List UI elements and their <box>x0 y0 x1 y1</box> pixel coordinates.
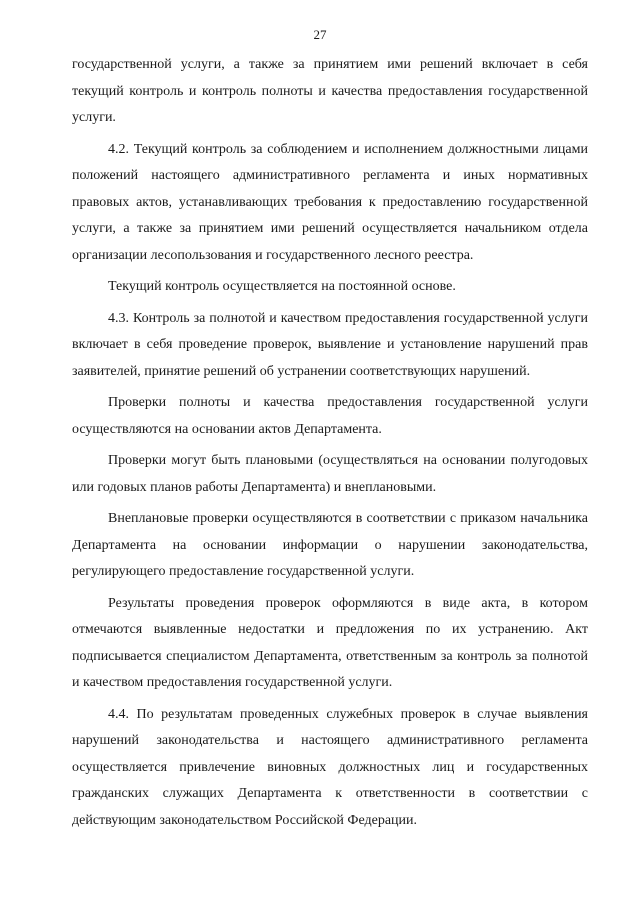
paragraph-4-2: 4.2. Текущий контроль за соблюдением и исполнением должностными лицами положений настоящего административного регламента и иных нормативных правовых актов, устанавливающих требования к предоставлению государственной услуги, а также за принятием ими решений осуществляется начальником отдела организации лесопользования и государственного лесного реестра. <box>72 141 588 263</box>
document-body <box>72 52 588 839</box>
paragraph-inspections-basis: Проверки полноты и качества предоставления государственной услуги осуществляются на основании актов Департамента. <box>72 395 588 437</box>
paragraph-4-3: 4.3. Контроль за полнотой и качеством предоставления государственной услуги включает в себя проведение проверок, выявление и установление нарушений прав заявителей, принятие решений об устранении соответствующих нарушений. <box>72 310 588 379</box>
paragraph-continuation: государственной услуги, а также за принятием ими решений включает в себя текущий контроль и контроль полноты и качества предоставления государственной услуги. <box>72 57 588 125</box>
paragraph-current-control: Текущий контроль осуществляется на постоянной основе. <box>108 279 456 294</box>
page-number: 27 <box>313 27 327 42</box>
paragraph-inspection-types: Проверки могут быть плановыми (осуществляться на основании полугодовых или годовых планов работы Департамента) и внеплановыми. <box>72 453 588 495</box>
paragraph-4-4: 4.4. По результатам проведенных служебных проверок в случае выявления нарушений законодательства и настоящего административного регламента осуществляется привлечение виновных должностных лиц и государственных гражданских служащих Департамента к ответственности в соответствии с действующим законодательством Российской Федерации. <box>72 706 588 828</box>
paragraph-unscheduled-inspections: Внеплановые проверки осуществляются в соответствии с приказом начальника Департамента на основании информации о нарушении законодательства, регулирующего предоставление государственной услуги. <box>72 511 588 579</box>
paragraph-inspection-results: Результаты проведения проверок оформляются в виде акта, в котором отмечаются выявленные недостатки и предложения по их устранению. Акт подписывается специалистом Департамента, ответственным за контроль за полнотой и качеством предоставления государственной услуги. <box>72 595 588 690</box>
